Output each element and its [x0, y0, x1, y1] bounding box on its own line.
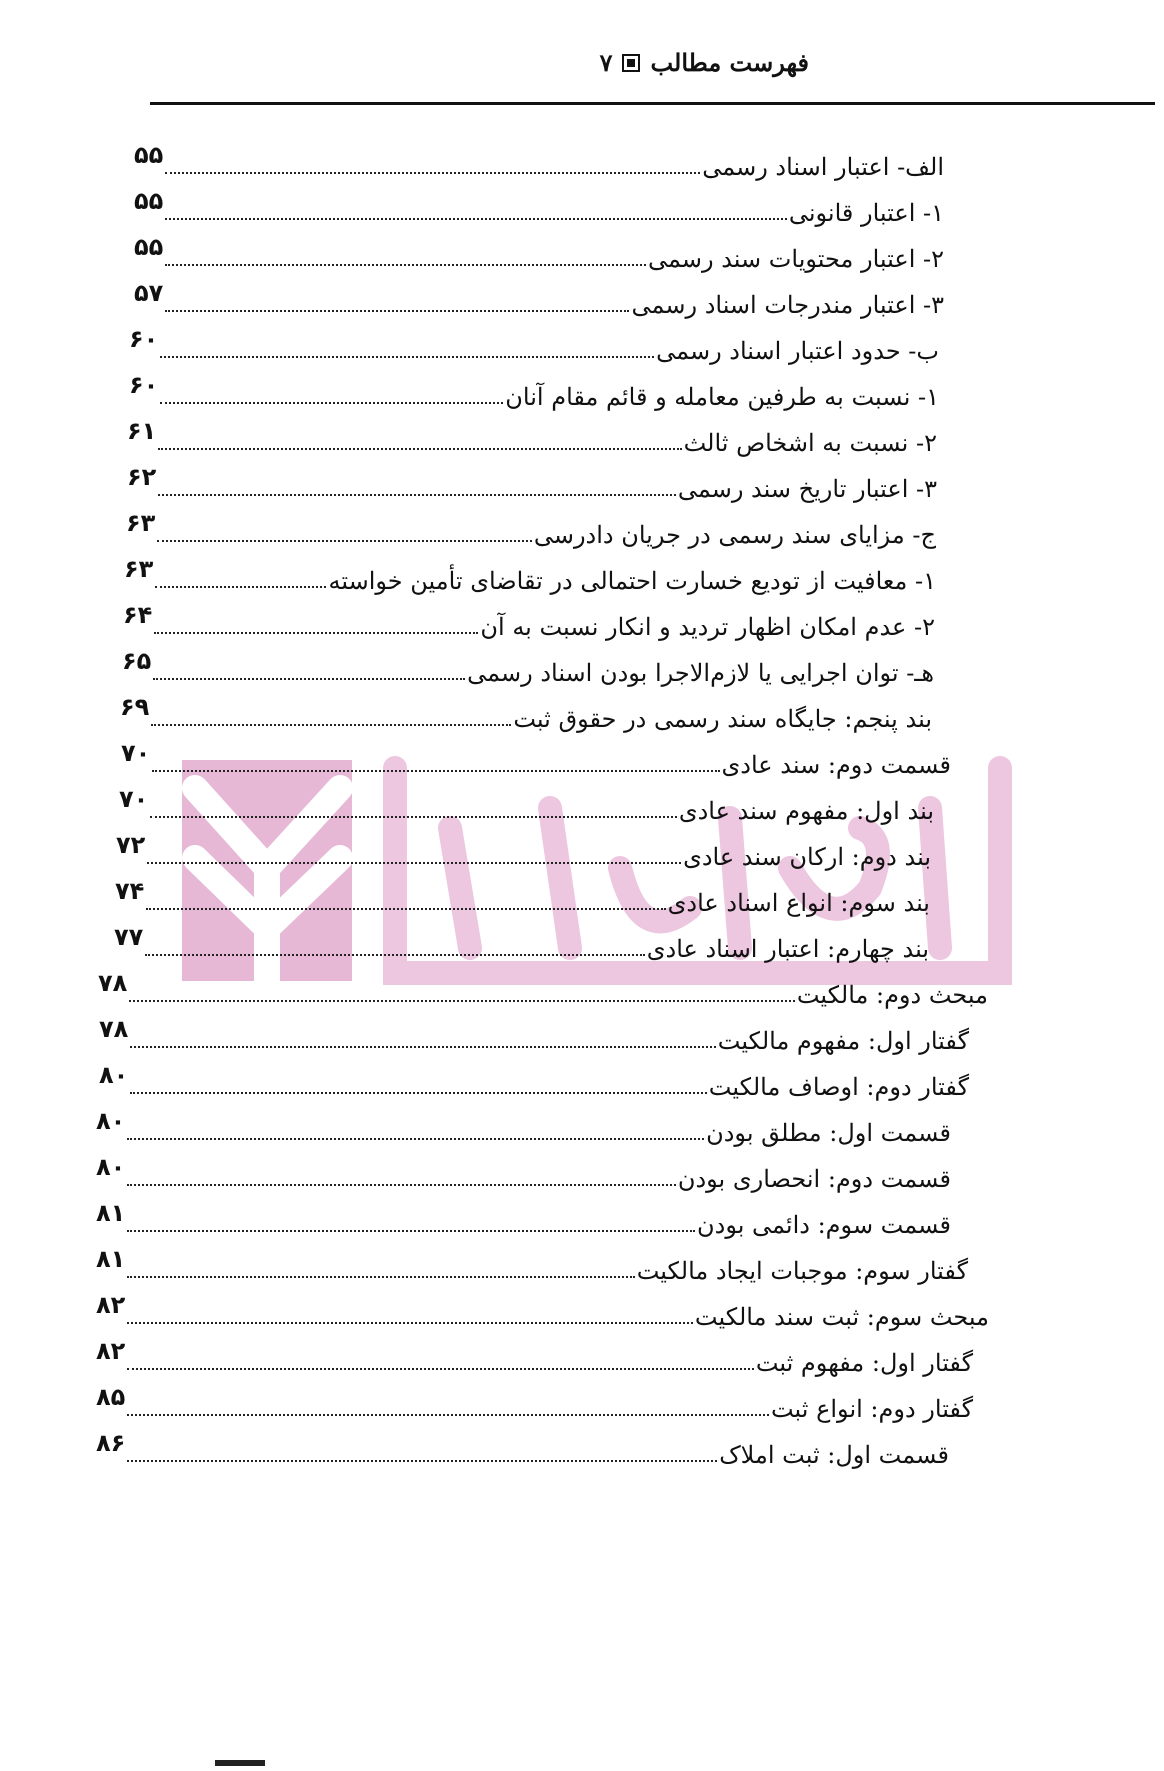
toc-entry-title: ۲- اعتبار محتویات سند رسمی [648, 245, 944, 274]
toc-entry-page: ۵۵ [134, 233, 164, 262]
toc-entry-page: ۸۲ [96, 1337, 126, 1366]
toc-leader-dots [160, 356, 654, 358]
toc-leader-dots [158, 494, 676, 496]
toc-leader-dots [127, 1138, 704, 1140]
toc-entry [123, 596, 935, 642]
toc-entry [115, 872, 930, 918]
toc-entry-title: گفتار اول: مفهوم مالکیت [717, 1027, 969, 1056]
header-page-number: ۷ [599, 48, 613, 77]
toc-entry [98, 964, 988, 1010]
toc-entry [99, 1056, 969, 1102]
toc-entry [96, 1378, 973, 1424]
toc-entry-title: گفتار دوم: اوصاف مالکیت [708, 1073, 969, 1102]
toc-entry-title: ۱- اعتبار قانونی [788, 199, 944, 228]
toc-entry [129, 320, 939, 366]
toc-entry-title: ۱- نسبت به طرفین معامله و قائم مقام آنان [505, 383, 939, 412]
toc-entry-title: هـ- توان اجرایی یا لازم‌الاجرا بودن اسناد رسمی [467, 659, 934, 688]
toc-entry [122, 642, 934, 688]
toc-leader-dots [127, 1414, 769, 1416]
toc-entry [134, 136, 944, 182]
toc-leader-dots [127, 1184, 676, 1186]
toc-entry-page: ۷۰ [121, 739, 151, 768]
toc-entry [127, 458, 937, 504]
toc-entry [96, 1194, 951, 1240]
toc-leader-dots [130, 1046, 715, 1048]
toc-leader-dots [165, 172, 700, 174]
toc-entry-page: ۵۵ [134, 141, 164, 170]
toc-entry-title: مبحث سوم: ثبت سند مالکیت [694, 1303, 989, 1332]
toc-leader-dots [146, 908, 665, 910]
toc-entry-title: مبحث دوم: مالکیت [796, 981, 988, 1010]
toc-entry-title: قسمت سوم: دائمی بودن [697, 1211, 951, 1240]
toc-entry-title: ۱- معافیت از تودیع خسارت احتمالی در تقاضای تأمین خواسته [328, 567, 936, 596]
toc-entry [114, 918, 929, 964]
toc-entry [96, 1286, 989, 1332]
toc-entry [127, 412, 937, 458]
toc-entry [134, 274, 944, 320]
toc-entry [96, 1102, 951, 1148]
toc-leader-dots [165, 218, 787, 220]
toc-entry [96, 1332, 973, 1378]
toc-entry-title: گفتار سوم: موجبات ایجاد مالکیت [636, 1257, 968, 1286]
toc-entry [126, 504, 936, 550]
toc-entry-title: ۲- عدم امکان اظهار تردید و انکار نسبت به آن [480, 613, 935, 642]
toc-entry [99, 1010, 969, 1056]
toc-entry [96, 1148, 951, 1194]
toc-leader-dots [155, 586, 326, 588]
toc-entry [129, 366, 939, 412]
header-rule [150, 102, 1155, 105]
toc-entry-page: ۸۰ [99, 1061, 129, 1090]
toc-entry-title: گفتار اول: مفهوم ثبت [755, 1349, 973, 1378]
toc-entry-page: ۵۵ [134, 187, 164, 216]
toc-leader-dots [127, 1276, 634, 1278]
page-edge-mark [215, 1760, 265, 1766]
toc-entry-title: بند سوم: انواع اسناد عادی [667, 889, 930, 918]
square-bullet-icon [622, 54, 640, 72]
toc-entry-page: ۶۰ [129, 325, 159, 354]
toc-leader-dots [127, 1368, 754, 1370]
toc-entry-title: بند دوم: ارکان سند عادی [683, 843, 931, 872]
toc-entry [134, 228, 944, 274]
toc-entry-page: ۶۵ [122, 647, 152, 676]
toc-entry [121, 734, 951, 780]
running-header [600, 48, 809, 77]
toc-entry-page: ۸۰ [96, 1153, 126, 1182]
toc-leader-dots [147, 862, 681, 864]
toc-entry-title: بند پنجم: جایگاه سند رسمی در حقوق ثبت [513, 705, 932, 734]
toc-entry-page: ۶۹ [120, 693, 150, 722]
toc-leader-dots [151, 724, 511, 726]
toc-entry-page: ۷۲ [116, 831, 146, 860]
toc-entry-title: قسمت دوم: سند عادی [721, 751, 951, 780]
toc-leader-dots [127, 1460, 717, 1462]
toc-entry-title: قسمت اول: مطلق بودن [706, 1119, 951, 1148]
toc-leader-dots [127, 1230, 695, 1232]
toc-entry-page: ۶۴ [123, 601, 153, 630]
toc-leader-dots [127, 1322, 693, 1324]
toc-leader-dots [130, 1092, 707, 1094]
toc-entry-page: ۸۲ [96, 1291, 126, 1320]
toc-entry [134, 182, 944, 228]
toc-entry [124, 550, 936, 596]
toc-entry-page: ۷۰ [119, 785, 149, 814]
toc-entry [120, 688, 932, 734]
toc-entry-page: ۶۳ [126, 509, 156, 538]
toc-entry-title: ۲- نسبت به اشخاص ثالث [683, 429, 937, 458]
toc-entry [119, 780, 934, 826]
header-title: فهرست مطالب [650, 48, 809, 77]
toc-entry-title: قسمت دوم: انحصاری بودن [677, 1165, 951, 1194]
toc-entry-page: ۵۷ [134, 279, 164, 308]
toc-leader-dots [165, 264, 646, 266]
toc-entry-page: ۸۱ [96, 1245, 126, 1274]
toc-entry-title: قسمت اول: ثبت املاک [719, 1441, 949, 1470]
toc-leader-dots [160, 402, 503, 404]
toc-entry-page: ۷۴ [115, 877, 145, 906]
toc-entry-page: ۶۰ [129, 371, 159, 400]
toc-entry-title: بند چهارم: اعتبار اسناد عادی [646, 935, 929, 964]
toc-entry-page: ۸۱ [96, 1199, 126, 1228]
toc-entry [116, 826, 931, 872]
toc-entry-title: بند اول: مفهوم سند عادی [678, 797, 934, 826]
toc-leader-dots [158, 448, 681, 450]
toc-entry [96, 1424, 949, 1470]
toc-entry-page: ۸۵ [96, 1383, 126, 1412]
toc-entry-page: ۶۱ [127, 417, 157, 446]
toc-leader-dots [129, 1000, 795, 1002]
toc-leader-dots [153, 678, 465, 680]
toc-entry-page: ۷۷ [114, 923, 144, 952]
toc-entry-title: ۳- اعتبار تاریخ سند رسمی [677, 475, 937, 504]
toc-leader-dots [150, 816, 677, 818]
toc-entry-title: ج- مزایای سند رسمی در جریان دادرسی [533, 521, 936, 550]
toc-entry-page: ۷۸ [99, 1015, 129, 1044]
toc-entry-title: گفتار دوم: انواع ثبت [770, 1395, 973, 1424]
toc-entry-page: ۶۳ [124, 555, 154, 584]
toc-entry-page: ۶۲ [127, 463, 157, 492]
toc-entry-page: ۸۶ [96, 1429, 126, 1458]
toc-leader-dots [165, 310, 629, 312]
toc-entry-page: ۸۰ [96, 1107, 126, 1136]
toc-entry-title: ۳- اعتبار مندرجات اسناد رسمی [631, 291, 944, 320]
toc-entry-page: ۷۸ [98, 969, 128, 998]
toc-entry-title: الف- اعتبار اسناد رسمی [702, 153, 944, 182]
toc-leader-dots [145, 954, 644, 956]
toc-entry [96, 1240, 968, 1286]
toc-leader-dots [154, 632, 478, 634]
toc-entry-title: ب- حدود اعتبار اسناد رسمی [656, 337, 939, 366]
toc-leader-dots [157, 540, 532, 542]
toc-leader-dots [152, 770, 719, 772]
